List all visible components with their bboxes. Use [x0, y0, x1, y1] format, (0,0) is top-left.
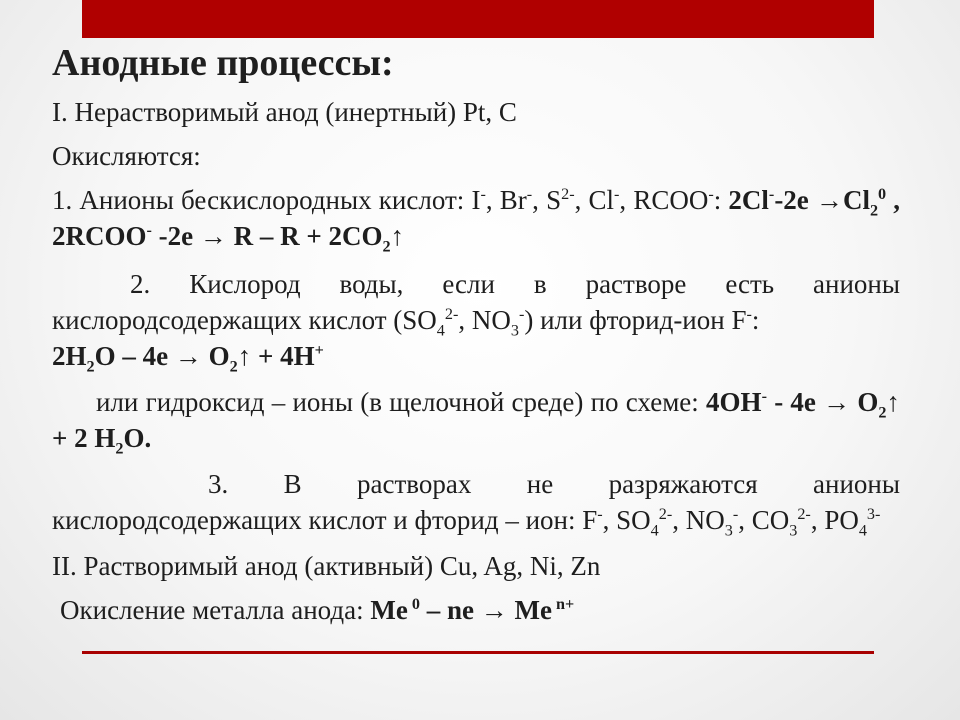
metal-oxidation: Окисление металла анода: Me $^0$ – ne → Me $^{n+}$	[60, 595, 575, 625]
equation-rcoo-oxidation: 2RCOO- $-2e \to R - R + 2CO_2↑$	[52, 221, 405, 256]
anion-rcoo: RCOO-	[633, 185, 714, 215]
insoluble-anode-text: I. Нерастворимый анод (инертный) Pt, C	[52, 97, 517, 127]
equation-water-oxidation: $2H_2O - 4e$ → $O_2↑ + 4H^+$	[52, 341, 324, 376]
anion-br: Br-	[499, 185, 533, 215]
slide-body	[52, 40, 900, 628]
item-2b-hydroxide: или гидроксид – ионы (в щелочной среде) по схеме: $4OH^- - 4e \to O_2↑ + 2$ $H_2O$.	[52, 387, 900, 458]
item-1-text: 1. Анионы бескислородных кислот:	[52, 185, 472, 215]
equation-metal-oxidation: Me $^0$ – ne → Me $^{n+}$	[370, 595, 575, 625]
bottom-accent-rule	[82, 651, 874, 654]
item-2-water-oxygen: 2. Кислород воды, если в растворе есть анионы кислородсодержащих кислот ($SO_4^{2-}$, $NO_3^-$) или фторид-ион F-:	[52, 269, 900, 340]
slide-title: Анодные процессы:	[52, 42, 394, 84]
anion-s: $S^{2-}$	[546, 185, 575, 215]
anion-i: I-	[471, 185, 486, 215]
section-insoluble-anode	[52, 94, 900, 130]
section-soluble-anode	[52, 548, 900, 584]
oxidized-text: Окисляются:	[52, 141, 201, 171]
equation-hydroxide-oxidation: $4OH^- - 4e \to O_2↑ + 2$ $H_2O$.	[52, 387, 900, 458]
equation-chloride-oxidation: $2Cl^--2e \to Cl_2^0$	[728, 185, 887, 220]
oxidized-label	[52, 138, 900, 174]
top-accent-bar	[82, 0, 874, 38]
item-3-no-discharge: 3. В растворах не разряжаются анионы кислородсодержащих кислот и фторид – ион: F-, $SO_4^{2-}$, $NO_3^-$, $CO_3^{2-}$, $PO_4^{3-}$	[52, 469, 900, 540]
item-1-anoxic-anions: 1. Анионы бескислородных кислот: I-, Br-, $S^{2-}$, Cl-, RCOO-: $2Cl^--2e \to Cl_2^0$ , 2RCOO- $-2e \to R - R + 2CO_2↑$	[52, 185, 901, 256]
soluble-anode-text: II. Растворимый анод (активный) Cu, Ag, Ni, Zn	[52, 551, 601, 581]
anion-cl: Cl-	[588, 185, 620, 215]
